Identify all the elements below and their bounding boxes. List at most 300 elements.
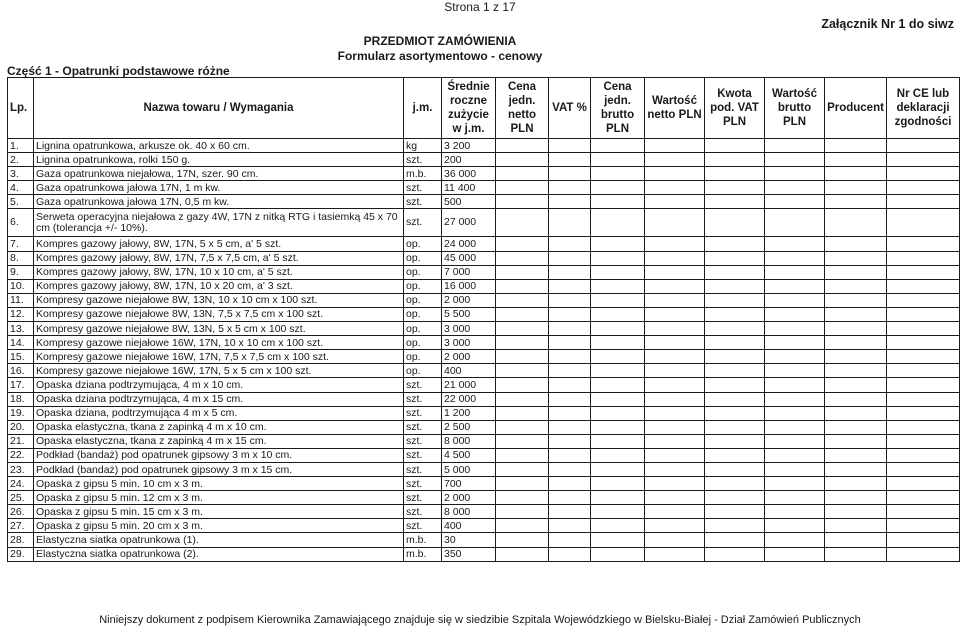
- row-gross-price-cell: [591, 195, 645, 209]
- table-row: [8, 378, 960, 392]
- row-gross-value-cell: [765, 448, 825, 462]
- row-vat-amount-cell: [705, 547, 765, 561]
- row-vat-cell: [549, 209, 591, 237]
- row-producer-cell: [825, 406, 887, 420]
- row-ce-cell: [887, 307, 960, 321]
- row-net-price-cell: [496, 167, 549, 181]
- row-vat-cell: [549, 364, 591, 378]
- row-lp-cell: 16.: [8, 364, 34, 378]
- row-vat-cell: [549, 322, 591, 336]
- row-lp-cell: 3.: [8, 167, 34, 181]
- row-ce-cell: [887, 293, 960, 307]
- row-vat-cell: [549, 448, 591, 462]
- row-name-cell: Opaska dziana podtrzymująca, 4 m x 10 cm.: [34, 378, 404, 392]
- row-net-price-cell: [496, 420, 549, 434]
- table-row: [8, 209, 960, 237]
- row-lp-cell: 19.: [8, 406, 34, 420]
- col-header-usage: Średnie roczne zużycie w j.m.: [442, 78, 496, 139]
- row-gross-value-cell: [765, 505, 825, 519]
- row-gross-value-cell: [765, 336, 825, 350]
- row-gross-price-cell: [591, 420, 645, 434]
- row-gross-value-cell: [765, 491, 825, 505]
- row-ce-cell: [887, 336, 960, 350]
- table-row: [8, 153, 960, 167]
- row-vat-amount-cell: [705, 167, 765, 181]
- row-net-value-cell: [645, 336, 705, 350]
- col-header-vat: VAT %: [549, 78, 591, 139]
- row-vat-cell: [549, 336, 591, 350]
- row-net-price-cell: [496, 519, 549, 533]
- row-vat-amount-cell: [705, 181, 765, 195]
- row-gross-price-cell: [591, 293, 645, 307]
- row-name-cell: Opaska z gipsu 5 min. 15 cm x 3 m.: [34, 505, 404, 519]
- row-usage-cell: 16 000: [442, 279, 496, 293]
- row-net-value-cell: [645, 406, 705, 420]
- row-net-value-cell: [645, 378, 705, 392]
- row-usage-cell: 36 000: [442, 167, 496, 181]
- row-vat-amount-cell: [705, 392, 765, 406]
- row-usage-cell: 2 000: [442, 350, 496, 364]
- row-ce-cell: [887, 505, 960, 519]
- row-usage-cell: 500: [442, 195, 496, 209]
- row-lp-cell: 6.: [8, 209, 34, 237]
- row-unit-cell: op.: [404, 237, 442, 251]
- row-vat-amount-cell: [705, 293, 765, 307]
- row-gross-value-cell: [765, 420, 825, 434]
- row-gross-value-cell: [765, 265, 825, 279]
- row-vat-cell: [549, 195, 591, 209]
- row-vat-cell: [549, 251, 591, 265]
- row-lp-cell: 15.: [8, 350, 34, 364]
- table-row: [8, 434, 960, 448]
- row-ce-cell: [887, 364, 960, 378]
- row-usage-cell: 8 000: [442, 505, 496, 519]
- row-usage-cell: 11 400: [442, 181, 496, 195]
- col-header-vat-amount: Kwota pod. VAT PLN: [705, 78, 765, 139]
- row-gross-value-cell: [765, 519, 825, 533]
- row-gross-price-cell: [591, 336, 645, 350]
- row-unit-cell: szt.: [404, 448, 442, 462]
- row-usage-cell: 2 500: [442, 420, 496, 434]
- row-net-value-cell: [645, 533, 705, 547]
- row-vat-cell: [549, 378, 591, 392]
- row-vat-amount-cell: [705, 505, 765, 519]
- row-gross-price-cell: [591, 406, 645, 420]
- row-net-price-cell: [496, 350, 549, 364]
- row-lp-cell: 24.: [8, 477, 34, 491]
- table-row: [8, 167, 960, 181]
- row-gross-value-cell: [765, 293, 825, 307]
- table-row: [8, 265, 960, 279]
- table-row: [8, 237, 960, 251]
- row-vat-amount-cell: [705, 491, 765, 505]
- row-gross-value-cell: [765, 378, 825, 392]
- row-vat-amount-cell: [705, 336, 765, 350]
- row-producer-cell: [825, 265, 887, 279]
- row-vat-amount-cell: [705, 519, 765, 533]
- table-row: [8, 505, 960, 519]
- row-net-value-cell: [645, 477, 705, 491]
- row-producer-cell: [825, 420, 887, 434]
- row-net-value-cell: [645, 322, 705, 336]
- row-ce-cell: [887, 265, 960, 279]
- row-vat-amount-cell: [705, 251, 765, 265]
- row-usage-cell: 45 000: [442, 251, 496, 265]
- row-producer-cell: [825, 307, 887, 321]
- row-net-value-cell: [645, 505, 705, 519]
- row-vat-amount-cell: [705, 477, 765, 491]
- row-net-value-cell: [645, 350, 705, 364]
- row-unit-cell: szt.: [404, 491, 442, 505]
- row-gross-value-cell: [765, 406, 825, 420]
- table-row: [8, 547, 960, 561]
- row-producer-cell: [825, 336, 887, 350]
- row-gross-value-cell: [765, 533, 825, 547]
- row-name-cell: Kompresy gazowe niejałowe 8W, 13N, 7,5 x 7,5 cm x 100 szt.: [34, 307, 404, 321]
- row-net-value-cell: [645, 491, 705, 505]
- row-usage-cell: 22 000: [442, 392, 496, 406]
- row-gross-price-cell: [591, 364, 645, 378]
- row-gross-value-cell: [765, 364, 825, 378]
- row-lp-cell: 12.: [8, 307, 34, 321]
- row-unit-cell: op.: [404, 307, 442, 321]
- row-usage-cell: 8 000: [442, 434, 496, 448]
- row-vat-cell: [549, 505, 591, 519]
- row-producer-cell: [825, 195, 887, 209]
- row-vat-cell: [549, 139, 591, 153]
- table-row: [8, 322, 960, 336]
- row-vat-cell: [549, 491, 591, 505]
- row-producer-cell: [825, 434, 887, 448]
- row-producer-cell: [825, 462, 887, 476]
- table-row: [8, 293, 960, 307]
- row-gross-value-cell: [765, 181, 825, 195]
- row-net-value-cell: [645, 139, 705, 153]
- row-gross-price-cell: [591, 519, 645, 533]
- row-lp-cell: 9.: [8, 265, 34, 279]
- row-name-cell: Opaska z gipsu 5 min. 10 cm x 3 m.: [34, 477, 404, 491]
- row-ce-cell: [887, 491, 960, 505]
- row-unit-cell: szt.: [404, 406, 442, 420]
- table-body: [8, 139, 960, 562]
- row-usage-cell: 5 000: [442, 462, 496, 476]
- row-net-price-cell: [496, 209, 549, 237]
- row-net-price-cell: [496, 139, 549, 153]
- row-lp-cell: 17.: [8, 378, 34, 392]
- row-gross-value-cell: [765, 251, 825, 265]
- row-gross-price-cell: [591, 153, 645, 167]
- row-gross-value-cell: [765, 307, 825, 321]
- row-unit-cell: op.: [404, 265, 442, 279]
- row-vat-amount-cell: [705, 350, 765, 364]
- row-lp-cell: 8.: [8, 251, 34, 265]
- col-header-producer: Producent: [825, 78, 887, 139]
- row-gross-price-cell: [591, 209, 645, 237]
- row-net-price-cell: [496, 251, 549, 265]
- row-net-value-cell: [645, 364, 705, 378]
- row-name-cell: Elastyczna siatka opatrunkowa (2).: [34, 547, 404, 561]
- row-name-cell: Opaska elastyczna, tkana z zapinką 4 m x 10 cm.: [34, 420, 404, 434]
- row-net-value-cell: [645, 293, 705, 307]
- table-row: [8, 462, 960, 476]
- row-name-cell: Kompresy gazowe niejałowe 16W, 17N, 5 x 5 cm x 100 szt.: [34, 364, 404, 378]
- row-producer-cell: [825, 519, 887, 533]
- table-row: [8, 336, 960, 350]
- row-lp-cell: 28.: [8, 533, 34, 547]
- row-producer-cell: [825, 209, 887, 237]
- row-usage-cell: 3 000: [442, 322, 496, 336]
- row-name-cell: Kompresy gazowe niejałowe 8W, 13N, 5 x 5 cm x 100 szt.: [34, 322, 404, 336]
- row-ce-cell: [887, 378, 960, 392]
- row-gross-value-cell: [765, 322, 825, 336]
- row-lp-cell: 25.: [8, 491, 34, 505]
- row-vat-amount-cell: [705, 364, 765, 378]
- table-row: [8, 307, 960, 321]
- table-row: [8, 406, 960, 420]
- row-ce-cell: [887, 279, 960, 293]
- table-row: [8, 420, 960, 434]
- row-name-cell: Lignina opatrunkowa, arkusze ok. 40 x 60 cm.: [34, 139, 404, 153]
- table-row: [8, 139, 960, 153]
- row-net-price-cell: [496, 322, 549, 336]
- row-unit-cell: szt.: [404, 434, 442, 448]
- row-net-price-cell: [496, 392, 549, 406]
- row-unit-cell: kg: [404, 139, 442, 153]
- row-vat-cell: [549, 519, 591, 533]
- row-net-value-cell: [645, 209, 705, 237]
- row-vat-cell: [549, 307, 591, 321]
- col-header-unit: j.m.: [404, 78, 442, 139]
- table-row: [8, 251, 960, 265]
- row-ce-cell: [887, 322, 960, 336]
- row-vat-amount-cell: [705, 533, 765, 547]
- row-net-value-cell: [645, 392, 705, 406]
- row-usage-cell: 24 000: [442, 237, 496, 251]
- col-header-net-value: Wartość netto PLN: [645, 78, 705, 139]
- row-vat-cell: [549, 420, 591, 434]
- row-vat-cell: [549, 392, 591, 406]
- row-gross-value-cell: [765, 434, 825, 448]
- row-gross-price-cell: [591, 491, 645, 505]
- row-gross-value-cell: [765, 350, 825, 364]
- row-net-price-cell: [496, 293, 549, 307]
- row-producer-cell: [825, 322, 887, 336]
- row-unit-cell: op.: [404, 322, 442, 336]
- row-gross-price-cell: [591, 392, 645, 406]
- row-net-price-cell: [496, 462, 549, 476]
- row-vat-cell: [549, 406, 591, 420]
- row-unit-cell: m.b.: [404, 533, 442, 547]
- row-ce-cell: [887, 477, 960, 491]
- table-row: [8, 364, 960, 378]
- row-gross-price-cell: [591, 279, 645, 293]
- row-ce-cell: [887, 533, 960, 547]
- row-lp-cell: 2.: [8, 153, 34, 167]
- row-gross-price-cell: [591, 547, 645, 561]
- annex-label: Załącznik Nr 1 do siwz: [821, 17, 954, 31]
- row-net-price-cell: [496, 265, 549, 279]
- row-producer-cell: [825, 505, 887, 519]
- row-producer-cell: [825, 477, 887, 491]
- row-ce-cell: [887, 181, 960, 195]
- row-name-cell: Podkład (bandaż) pod opatrunek gipsowy 3 m x 10 cm.: [34, 448, 404, 462]
- row-vat-cell: [549, 237, 591, 251]
- document-subtitle: Formularz asortymentowo - cenowy: [337, 49, 543, 63]
- row-producer-cell: [825, 279, 887, 293]
- assortment-table: [7, 77, 960, 562]
- row-unit-cell: szt.: [404, 505, 442, 519]
- row-net-value-cell: [645, 153, 705, 167]
- row-usage-cell: 7 000: [442, 265, 496, 279]
- page-number: Strona 1 z 17: [444, 0, 516, 14]
- row-lp-cell: 4.: [8, 181, 34, 195]
- row-producer-cell: [825, 237, 887, 251]
- row-ce-cell: [887, 153, 960, 167]
- row-lp-cell: 20.: [8, 420, 34, 434]
- row-vat-cell: [549, 293, 591, 307]
- row-name-cell: Kompresy gazowe niejałowe 8W, 13N, 10 x 10 cm x 100 szt.: [34, 293, 404, 307]
- row-net-price-cell: [496, 491, 549, 505]
- row-unit-cell: op.: [404, 364, 442, 378]
- row-usage-cell: 400: [442, 519, 496, 533]
- row-net-price-cell: [496, 153, 549, 167]
- row-vat-amount-cell: [705, 195, 765, 209]
- row-net-value-cell: [645, 181, 705, 195]
- row-name-cell: Gaza opatrunkowa jałowa 17N, 0,5 m kw.: [34, 195, 404, 209]
- table-row: [8, 279, 960, 293]
- row-name-cell: Kompresy gazowe niejałowe 16W, 17N, 7,5 x 7,5 cm x 100 szt.: [34, 350, 404, 364]
- row-lp-cell: 29.: [8, 547, 34, 561]
- row-unit-cell: szt.: [404, 378, 442, 392]
- row-ce-cell: [887, 251, 960, 265]
- row-gross-value-cell: [765, 167, 825, 181]
- row-gross-price-cell: [591, 505, 645, 519]
- row-name-cell: Kompres gazowy jałowy, 8W, 17N, 10 x 10 cm, a' 5 szt.: [34, 265, 404, 279]
- row-producer-cell: [825, 139, 887, 153]
- col-header-gross-price: Cena jedn. brutto PLN: [591, 78, 645, 139]
- row-vat-cell: [549, 181, 591, 195]
- row-ce-cell: [887, 420, 960, 434]
- row-net-value-cell: [645, 448, 705, 462]
- row-producer-cell: [825, 181, 887, 195]
- row-vat-cell: [549, 462, 591, 476]
- table-row: [8, 533, 960, 547]
- table-row: [8, 181, 960, 195]
- row-net-price-cell: [496, 195, 549, 209]
- row-vat-cell: [549, 167, 591, 181]
- row-usage-cell: 21 000: [442, 378, 496, 392]
- row-unit-cell: op.: [404, 251, 442, 265]
- row-unit-cell: op.: [404, 336, 442, 350]
- col-header-name: Nazwa towaru / Wymagania: [34, 78, 404, 139]
- row-gross-price-cell: [591, 462, 645, 476]
- row-gross-price-cell: [591, 350, 645, 364]
- row-unit-cell: op.: [404, 350, 442, 364]
- row-name-cell: Opaska z gipsu 5 min. 20 cm x 3 m.: [34, 519, 404, 533]
- row-unit-cell: szt.: [404, 153, 442, 167]
- row-usage-cell: 30: [442, 533, 496, 547]
- row-net-value-cell: [645, 237, 705, 251]
- table-row: [8, 491, 960, 505]
- row-unit-cell: op.: [404, 293, 442, 307]
- row-net-value-cell: [645, 195, 705, 209]
- row-usage-cell: 200: [442, 153, 496, 167]
- row-vat-amount-cell: [705, 448, 765, 462]
- row-vat-cell: [549, 153, 591, 167]
- row-usage-cell: 4 500: [442, 448, 496, 462]
- footer-note: Niniejszy dokument z podpisem Kierownika Zamawiającego znajduje się w siedzibie Szpitala Wojewódzkiego w Bielsku-Białej - Dział Zamówień Publicznych: [99, 614, 861, 626]
- row-producer-cell: [825, 350, 887, 364]
- row-net-price-cell: [496, 505, 549, 519]
- row-lp-cell: 21.: [8, 434, 34, 448]
- row-unit-cell: szt.: [404, 181, 442, 195]
- table-row: [8, 195, 960, 209]
- row-unit-cell: op.: [404, 279, 442, 293]
- row-net-price-cell: [496, 434, 549, 448]
- row-gross-price-cell: [591, 378, 645, 392]
- row-vat-amount-cell: [705, 322, 765, 336]
- row-lp-cell: 1.: [8, 139, 34, 153]
- row-ce-cell: [887, 434, 960, 448]
- row-vat-cell: [549, 547, 591, 561]
- row-net-price-cell: [496, 336, 549, 350]
- row-usage-cell: 3 200: [442, 139, 496, 153]
- row-gross-price-cell: [591, 167, 645, 181]
- row-vat-amount-cell: [705, 434, 765, 448]
- section-title: Część 1 - Opatrunki podstawowe różne: [7, 64, 230, 78]
- row-vat-amount-cell: [705, 378, 765, 392]
- row-usage-cell: 2 000: [442, 293, 496, 307]
- row-ce-cell: [887, 462, 960, 476]
- row-name-cell: Opaska z gipsu 5 min. 12 cm x 3 m.: [34, 491, 404, 505]
- row-net-value-cell: [645, 462, 705, 476]
- row-vat-cell: [549, 279, 591, 293]
- row-ce-cell: [887, 167, 960, 181]
- row-net-value-cell: [645, 279, 705, 293]
- row-unit-cell: m.b.: [404, 547, 442, 561]
- row-lp-cell: 7.: [8, 237, 34, 251]
- row-vat-amount-cell: [705, 153, 765, 167]
- row-unit-cell: szt.: [404, 195, 442, 209]
- row-gross-price-cell: [591, 448, 645, 462]
- row-gross-value-cell: [765, 209, 825, 237]
- row-net-price-cell: [496, 279, 549, 293]
- row-usage-cell: 3 000: [442, 336, 496, 350]
- col-header-ce: Nr CE lub deklaracji zgodności: [887, 78, 960, 139]
- row-gross-value-cell: [765, 477, 825, 491]
- row-vat-amount-cell: [705, 406, 765, 420]
- row-producer-cell: [825, 533, 887, 547]
- row-gross-price-cell: [591, 307, 645, 321]
- row-lp-cell: 10.: [8, 279, 34, 293]
- row-unit-cell: m.b.: [404, 167, 442, 181]
- row-name-cell: Opaska dziana podtrzymująca, 4 m x 15 cm.: [34, 392, 404, 406]
- row-unit-cell: szt.: [404, 420, 442, 434]
- document-title: PRZEDMIOT ZAMÓWIENIA: [363, 34, 517, 48]
- row-producer-cell: [825, 153, 887, 167]
- row-vat-amount-cell: [705, 139, 765, 153]
- row-ce-cell: [887, 406, 960, 420]
- row-net-price-cell: [496, 448, 549, 462]
- row-gross-price-cell: [591, 181, 645, 195]
- row-vat-cell: [549, 434, 591, 448]
- row-net-price-cell: [496, 477, 549, 491]
- row-name-cell: Lignina opatrunkowa, rolki 150 g.: [34, 153, 404, 167]
- col-header-gross-value: Wartość brutto PLN: [765, 78, 825, 139]
- table-row: [8, 392, 960, 406]
- row-net-value-cell: [645, 519, 705, 533]
- row-net-price-cell: [496, 406, 549, 420]
